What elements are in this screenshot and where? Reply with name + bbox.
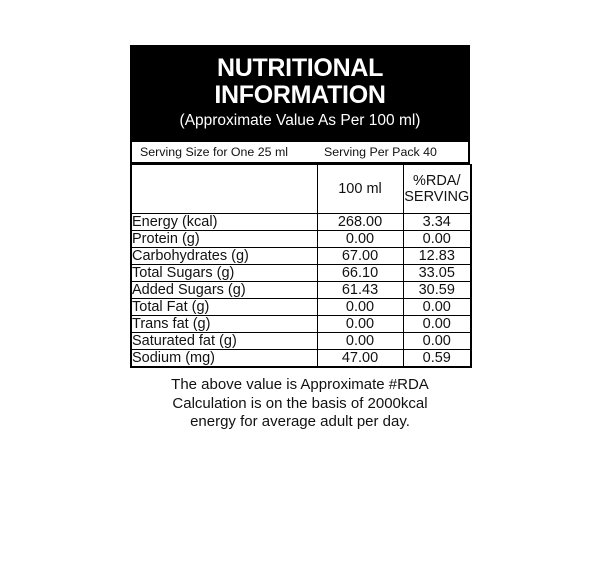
cell-amount: 0.00 — [317, 230, 403, 247]
cell-nutrient: Trans fat (g) — [131, 315, 317, 332]
table-row — [131, 315, 471, 332]
cell-rda: 0.59 — [403, 349, 471, 367]
column-header-rda-line1: %RDA/ — [412, 172, 461, 189]
cell-nutrient: Added Sugars (g) — [131, 281, 317, 298]
cell-rda: 0.00 — [403, 315, 471, 332]
cell-rda: 0.00 — [403, 230, 471, 247]
column-header-amount: 100 ml — [317, 164, 403, 213]
footnote-line-3: energy for average adult per day. — [190, 413, 410, 431]
column-header-nutrient — [131, 164, 317, 213]
cell-amount: 0.00 — [317, 315, 403, 332]
table-body — [131, 213, 471, 367]
table-header-row — [131, 164, 471, 213]
table-row — [131, 298, 471, 315]
serving-size-label: Serving Size for One 25 ml — [140, 144, 289, 159]
cell-rda: 0.00 — [403, 298, 471, 315]
cell-nutrient: Energy (kcal) — [131, 213, 317, 230]
cell-amount: 61.43 — [317, 281, 403, 298]
table-row — [131, 213, 471, 230]
cell-rda: 3.34 — [403, 213, 471, 230]
serving-info-row — [130, 142, 470, 164]
cell-amount: 67.00 — [317, 247, 403, 264]
cell-amount: 0.00 — [317, 298, 403, 315]
cell-amount: 66.10 — [317, 264, 403, 281]
footnote — [130, 376, 470, 432]
cell-nutrient: Sodium (mg) — [131, 349, 317, 367]
footnote-line-1: The above value is Approximate #RDA — [171, 375, 429, 393]
cell-rda: 0.00 — [403, 332, 471, 349]
nutrition-header — [130, 45, 470, 142]
table-row — [131, 230, 471, 247]
cell-nutrient: Protein (g) — [131, 230, 317, 247]
cell-amount: 268.00 — [317, 213, 403, 230]
table-row — [131, 349, 471, 367]
table-row — [131, 281, 471, 298]
cell-nutrient: Carbohydrates (g) — [131, 247, 317, 264]
cell-rda: 12.83 — [403, 247, 471, 264]
nutrition-table — [130, 164, 472, 368]
page-title: NUTRITIONAL INFORMATION — [214, 54, 386, 109]
nutrition-panel — [130, 45, 470, 432]
servings-per-pack-label: Serving Per Pack 40 — [324, 144, 437, 159]
cell-rda: 30.59 — [403, 281, 471, 298]
cell-rda: 33.05 — [403, 264, 471, 281]
column-header-rda — [403, 164, 471, 213]
header-subtitle: (Approximate Value As Per 100 ml) — [179, 112, 421, 129]
column-header-rda-line2: SERVING — [404, 188, 470, 205]
table-row — [131, 264, 471, 281]
table-row — [131, 247, 471, 264]
cell-nutrient: Total Fat (g) — [131, 298, 317, 315]
cell-nutrient: Total Sugars (g) — [131, 264, 317, 281]
cell-amount: 0.00 — [317, 332, 403, 349]
table-row — [131, 332, 471, 349]
cell-nutrient: Saturated fat (g) — [131, 332, 317, 349]
footnote-line-2: Calculation is on the basis of 2000kcal — [172, 394, 428, 412]
cell-amount: 47.00 — [317, 349, 403, 367]
